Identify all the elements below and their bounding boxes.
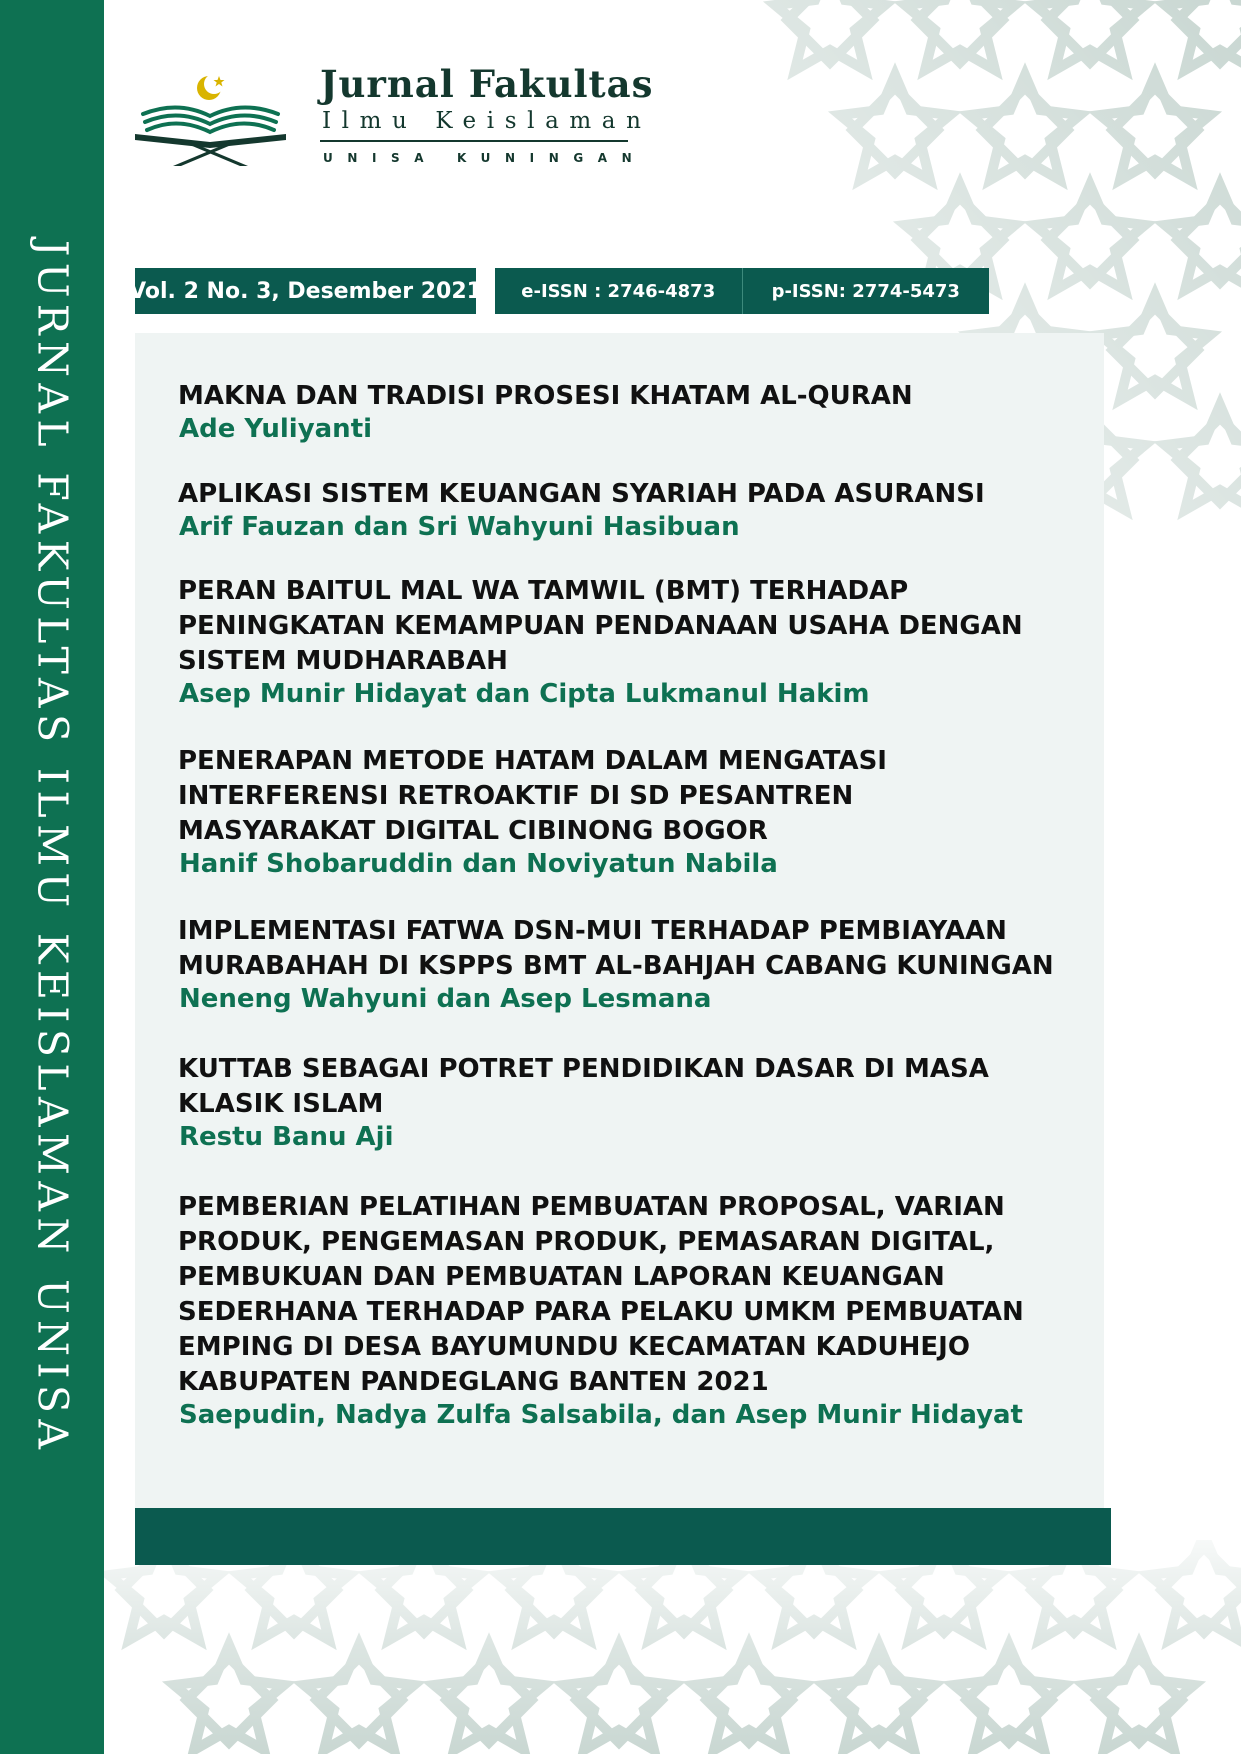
article-entry: [178, 744, 887, 879]
article-title: MAKNA DAN TRADISI PROSESI KHATAM AL-QURAN: [178, 381, 913, 411]
article-authors: Neneng Wahyuni dan Asep Lesmana: [179, 984, 712, 1014]
article-authors: Restu Banu Aji: [179, 1122, 394, 1152]
article-title: PERAN BAITUL MAL WA TAMWIL (BMT) TERHADAP PENINGKATAN KEMAMPUAN PENDANAAN USAHA DENGAN SISTEM MUDHARABAH: [178, 576, 1023, 676]
article-authors: Arif Fauzan dan Sri Wahyuni Hasibuan: [179, 512, 740, 542]
article-authors: Hanif Shobaruddin dan Noviyatun Nabila: [179, 849, 778, 879]
article-entry: [178, 1052, 989, 1152]
article-authors: Saepudin, Nadya Zulfa Salsabila, dan Asep Munir Hidayat: [179, 1400, 1023, 1430]
article-entry: [178, 379, 913, 444]
islamic-pattern-bottom: [104, 1540, 1241, 1754]
article-title: PENERAPAN METODE HATAM DALAM MENGATASI INTERFERENSI RETROAKTIF DI SD PESANTREN MASYARAKAT DIGITAL CIBINONG BOGOR: [178, 746, 887, 846]
issue-volume-badge: Vol. 2 No. 3, Desember 2021: [135, 268, 476, 314]
masthead-divider: [320, 140, 628, 142]
article-entry: [178, 914, 1054, 1014]
article-entry: [178, 1190, 1024, 1430]
article-title: KUTTAB SEBAGAI POTRET PENDIDIKAN DASAR DI MASA KLASIK ISLAM: [178, 1054, 989, 1119]
article-title: PEMBERIAN PELATIHAN PEMBUATAN PROPOSAL, VARIAN PRODUK, PENGEMASAN PRODUK, PEMASARAN DIGITAL, PEMBUKUAN DAN PEMBUATAN LAPORAN KEUANGAN SEDERHANA TERHADAP PARA PELAKU UMKM PEMBUATAN EMPING DI DESA BAYUMUNDU KECAMATAN KADUHEJO KABUPATEN PANDEGLANG BANTEN 2021: [178, 1192, 1024, 1397]
footer-band: [135, 1508, 1111, 1565]
journal-title: Jurnal Fakultas: [320, 62, 654, 106]
article-authors: Asep Munir Hidayat dan Cipta Lukmanul Hakim: [179, 679, 870, 709]
issn-badge: [495, 268, 989, 314]
quran-stand-crescent-icon: [133, 70, 288, 170]
cover-sidebar: [0, 0, 104, 1754]
e-issn: e-ISSN : 2746-4873: [521, 280, 716, 302]
article-title: APLIKASI SISTEM KEUANGAN SYARIAH PADA ASURANSI: [178, 479, 985, 509]
article-title: IMPLEMENTASI FATWA DSN-MUI TERHADAP PEMBIAYAAN MURABAHAH DI KSPPS BMT AL-BAHJAH CABANG KUNINGAN: [178, 916, 1054, 981]
article-entry: [178, 477, 985, 542]
article-entry: [178, 574, 1023, 709]
publisher-name: UNISA KUNINGAN: [323, 151, 647, 165]
sidebar-journal-name: JURNAL FAKULTAS ILMU KEISLAMAN UNISA: [28, 240, 77, 1456]
p-issn: p-ISSN: 2774-5473: [771, 280, 960, 302]
journal-subtitle: Ilmu Keislaman: [322, 108, 652, 134]
article-authors: Ade Yuliyanti: [179, 414, 373, 444]
